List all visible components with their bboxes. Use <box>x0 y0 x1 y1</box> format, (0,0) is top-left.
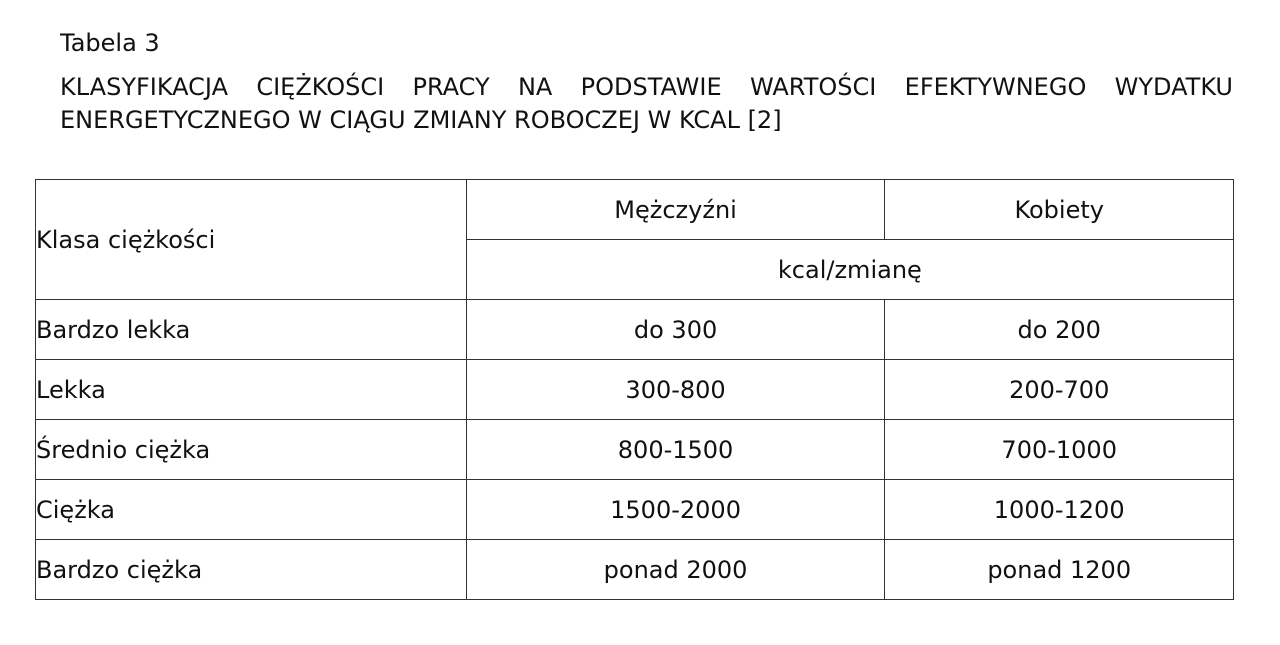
table-row <box>36 420 1234 480</box>
women-value-cell: do 200 <box>885 300 1234 360</box>
women-value-cell: 1000-1200 <box>885 480 1234 540</box>
women-value-cell: 200-700 <box>885 360 1234 420</box>
class-cell: Bardzo lekka <box>36 300 467 360</box>
table-number: Tabela 3 <box>60 29 160 57</box>
header-men-cell: Mężczyźni <box>466 180 885 240</box>
men-value-cell: do 300 <box>466 300 885 360</box>
work-heaviness-table <box>35 179 1234 600</box>
men-value-cell: 1500-2000 <box>466 480 885 540</box>
class-cell: Ciężka <box>36 480 467 540</box>
class-cell: Bardzo ciężka <box>36 540 467 600</box>
table-title: KLASYFIKACJA CIĘŻKOŚCI PRACY NA PODSTAWIE WARTOŚCI EFEKTYWNEGO WYDATKU ENERGETYCZNEGO W CIĄGU ZMIANY ROBOCZEJ W KCAL [2] <box>60 73 1233 134</box>
table-header-row <box>36 180 1234 240</box>
men-value-cell: 300-800 <box>466 360 885 420</box>
class-cell: Średnio ciężka <box>36 420 467 480</box>
table-row <box>36 480 1234 540</box>
table-row <box>36 300 1234 360</box>
table-row <box>36 360 1234 420</box>
men-value-cell: 800-1500 <box>466 420 885 480</box>
women-value-cell: 700-1000 <box>885 420 1234 480</box>
header-unit-cell: kcal/zmianę <box>466 240 1233 300</box>
class-cell: Lekka <box>36 360 467 420</box>
header-class-cell: Klasa ciężkości <box>36 180 467 300</box>
header-women-cell: Kobiety <box>885 180 1234 240</box>
table-row <box>36 540 1234 600</box>
men-value-cell: ponad 2000 <box>466 540 885 600</box>
women-value-cell: ponad 1200 <box>885 540 1234 600</box>
